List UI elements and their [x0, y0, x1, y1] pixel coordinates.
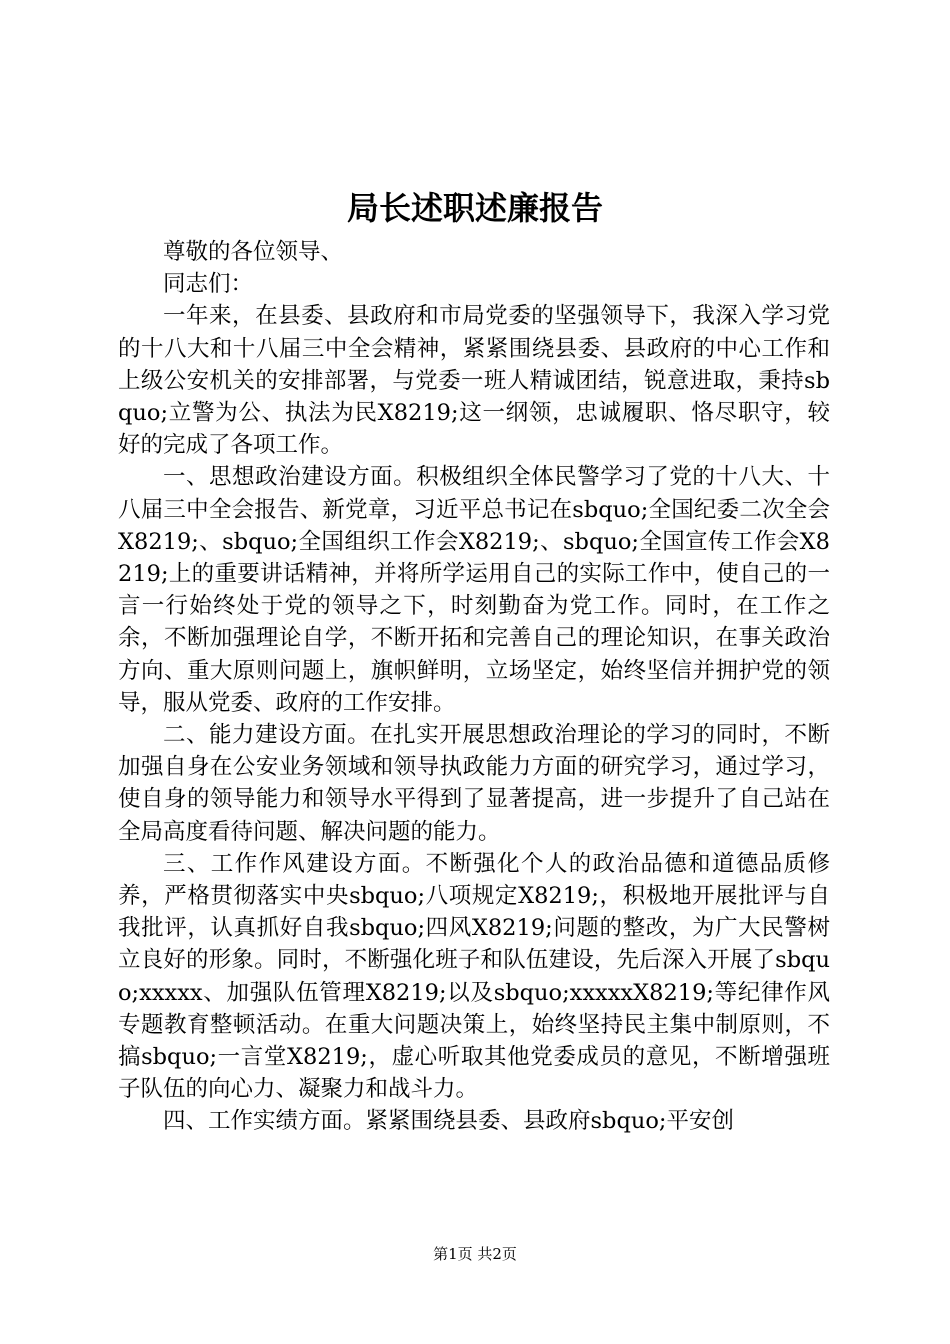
- document-body: [118, 236, 830, 1138]
- paragraph-section-2: 二、能力建设方面。在扎实开展思想政治理论的学习的同时，不断加强自身在公安业务领域和领导执政能力方面的研究学习，通过学习，使自身的领导能力和领导水平得到了显著提高，进一步提升了自己站在全局高度看待问题、解决问题的能力。: [118, 722, 830, 845]
- salutation-line-2: 同志们：: [163, 271, 254, 298]
- paragraph-section-1: 一、思想政治建设方面。积极组织全体民警学习了党的十八大、十八届三中全会报告、新党章，习近平总书记在sbquo;全国纪委二次全会X8219;、sbquo;全国组织工作会X8219;、sbquo;全国宣传工作会X8219;上的重要讲话精神，并将所学运用自己的实际工作中，使自己的一言一行始终处于党的领导之下，时刻勤奋为党工作。同时，在工作之余，不断加强理论自学，不断开拓和完善自己的理论知识，在事关政治方向、重大原则问题上，旗帜鲜明，立场坚定，始终坚信并拥护党的领导，服从党委、政府的工作安排。: [118, 464, 830, 716]
- paragraph-section-4: 四、工作实绩方面。紧紧围绕县委、县政府sbquo;平安创: [163, 1108, 734, 1135]
- paragraph-intro: 一年来，在县委、县政府和市局党委的坚强领导下，我深入学习党的十八大和十八届三中全会精神，紧紧围绕县委、县政府的中心工作和上级公安机关的安排部署，与党委一班人精诚团结，锐意进取，秉持sbquo;立警为公、执法为民X8219;这一纲领，忠诚履职、恪尽职守，较好的完成了各项工作。: [118, 303, 830, 459]
- document-title: 局长述职述廉报告: [346, 189, 603, 227]
- page-number-footer: 第1页 共2页: [433, 1245, 517, 1263]
- paragraph-section-3: 三、工作作风建设方面。不断强化个人的政治品德和道德品质修养，严格贯彻落实中央sbquo;八项规定X8219;，积极地开展批评与自我批评，认真抓好自我sbquo;四风X8219;问题的整改，为广大民警树立良好的形象。同时，不断强化班子和队伍建设，先后深入开展了sbquo;xxxxx、加强队伍管理X8219;以及sbquo;xxxxxX8219;等纪律作风专题教育整顿活动。在重大问题决策上，始终坚持民主集中制原则，不搞sbquo;一言堂X8219;，虚心听取其他党委成员的意见，不断增强班子队伍的向心力、凝聚力和战斗力。: [118, 850, 830, 1103]
- salutation-line-1: 尊敬的各位领导、: [163, 239, 344, 265]
